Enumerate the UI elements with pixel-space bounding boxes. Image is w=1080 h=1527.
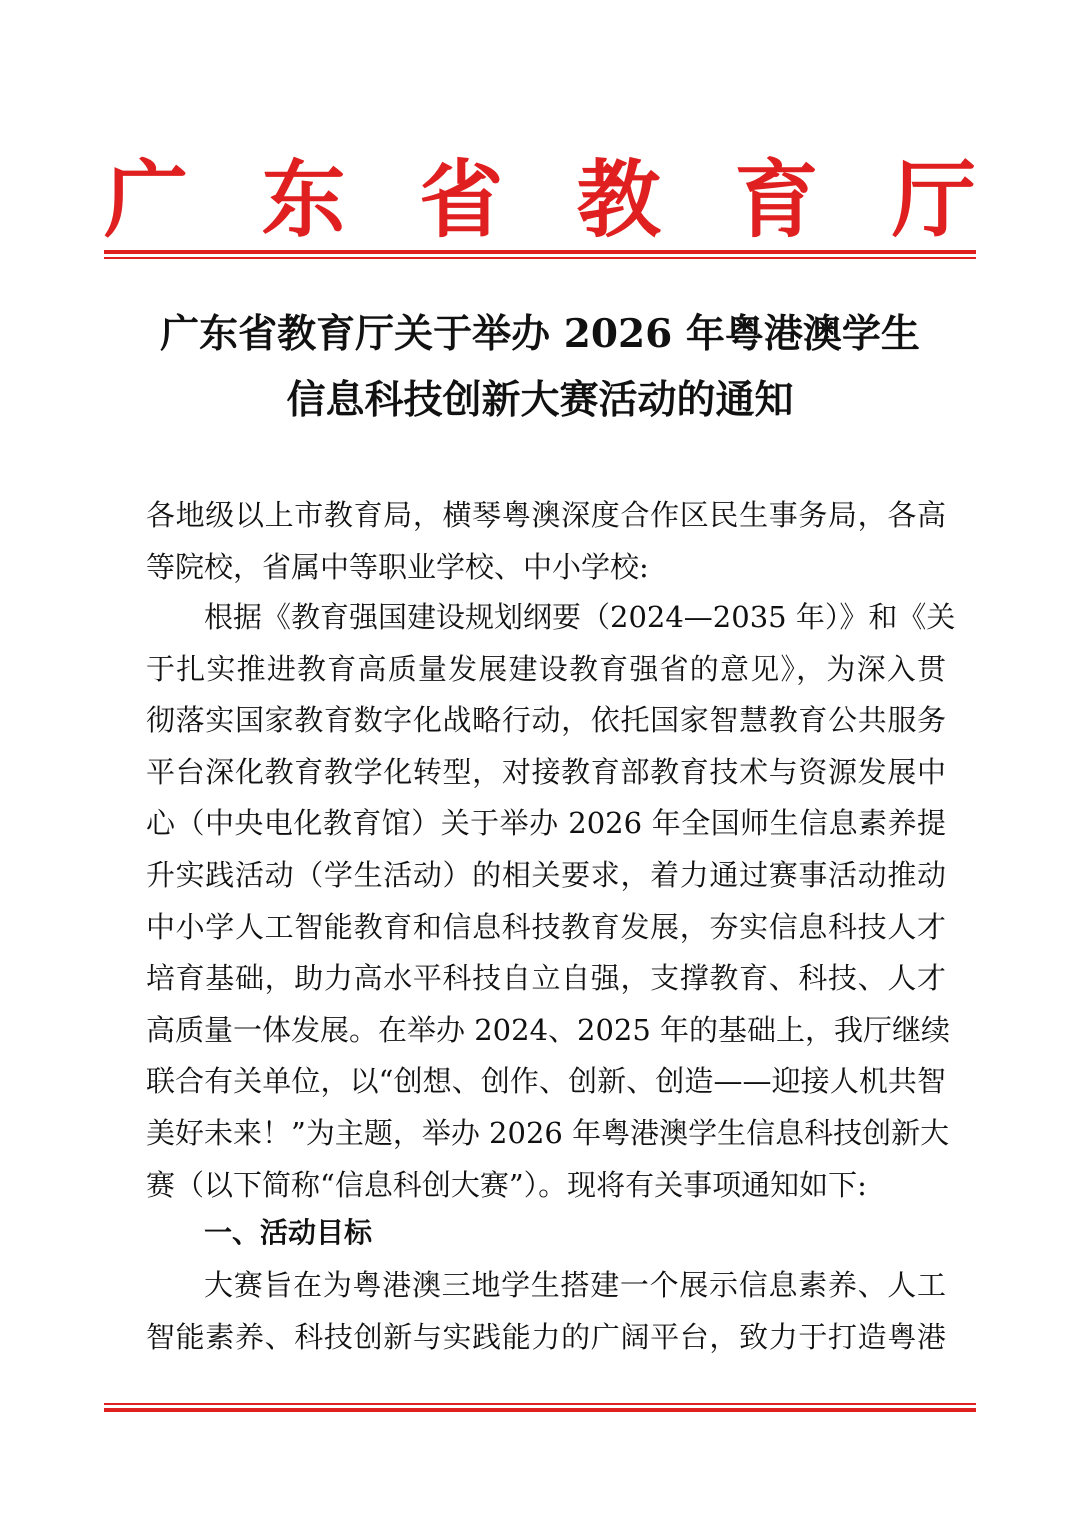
addressee-line: 各地级以上市教育局，横琴粤澳深度合作区民生事务局，各高 <box>146 498 946 532</box>
paragraph-line: 彻落实国家教育数字化战略行动，依托国家智慧教育公共服务 <box>146 703 946 738</box>
document-title <box>104 301 976 433</box>
document-title-line: 信息科技创新大赛活动的通知 <box>286 377 794 423</box>
footer-divider <box>104 1403 976 1412</box>
divider-thin-line <box>104 257 976 259</box>
masthead-char: 教 <box>576 151 661 249</box>
paragraph-line: 于扎实推进教育高质量发展建设教育强省的意见》，为深入贯 <box>146 651 946 686</box>
divider-thick-line <box>104 250 976 254</box>
masthead-char: 省 <box>419 151 504 249</box>
masthead-char: 东 <box>261 151 346 249</box>
paragraph-line: 中小学人工智能教育和信息科技教育发展，夯实信息科技人才 <box>146 909 946 944</box>
section-heading: 一、活动目标 <box>204 1216 373 1249</box>
paragraph-line: 升实践活动（学生活动）的相关要求，着力通过赛事活动推动 <box>146 857 946 892</box>
paragraph-line: 培育基础，助力高水平科技自立自强，支撑教育、科技、人才 <box>146 961 946 996</box>
document-title-line: 广东省教育厅关于举办 2026 年粤港澳学生 <box>160 311 920 357</box>
masthead-char: 厅 <box>891 151 976 249</box>
paragraph-objective <box>146 1260 946 1363</box>
masthead-char: 育 <box>734 151 819 249</box>
paragraph-line: 赛（以下简称“信息科创大赛”）。现将有关事项通知如下: <box>146 1167 867 1202</box>
addressee-line: 等院校，省属中等职业学校、中小学校: <box>146 549 649 584</box>
paragraph-line: 心（中央电化教育馆）关于举办 2026 年全国师生信息素养提 <box>146 806 946 841</box>
divider-thick-line <box>104 1408 976 1412</box>
paragraph-line: 高质量一体发展。在举办 2024、2025 年的基础上，我厅继续 <box>146 1012 951 1047</box>
paragraph-line: 根据《教育强国建设规划纲要（2024—2035 年）》和《关 <box>204 600 956 634</box>
paragraph-line: 大赛旨在为粤港澳三地学生搭建一个展示信息素养、人工 <box>204 1268 946 1302</box>
masthead-divider <box>104 250 976 259</box>
paragraph-line: 智能素养、科技创新与实践能力的广阔平台，致力于打造粤港 <box>146 1319 946 1354</box>
paragraph-line: 联合有关单位，以“创想、创作、创新、创造——迎接人机共智 <box>146 1064 946 1099</box>
divider-thin-line <box>104 1403 976 1405</box>
paragraph-line: 平台深化教育教学化转型，对接教育部教育技术与资源发展中 <box>146 754 946 789</box>
paragraph-line: 美好未来！”为主题，举办 2026 年粤港澳学生信息科技创新大 <box>146 1115 950 1150</box>
paragraph-intro <box>146 592 956 1211</box>
masthead <box>104 150 976 250</box>
masthead-char: 广 <box>104 151 189 249</box>
addressee <box>146 490 946 593</box>
